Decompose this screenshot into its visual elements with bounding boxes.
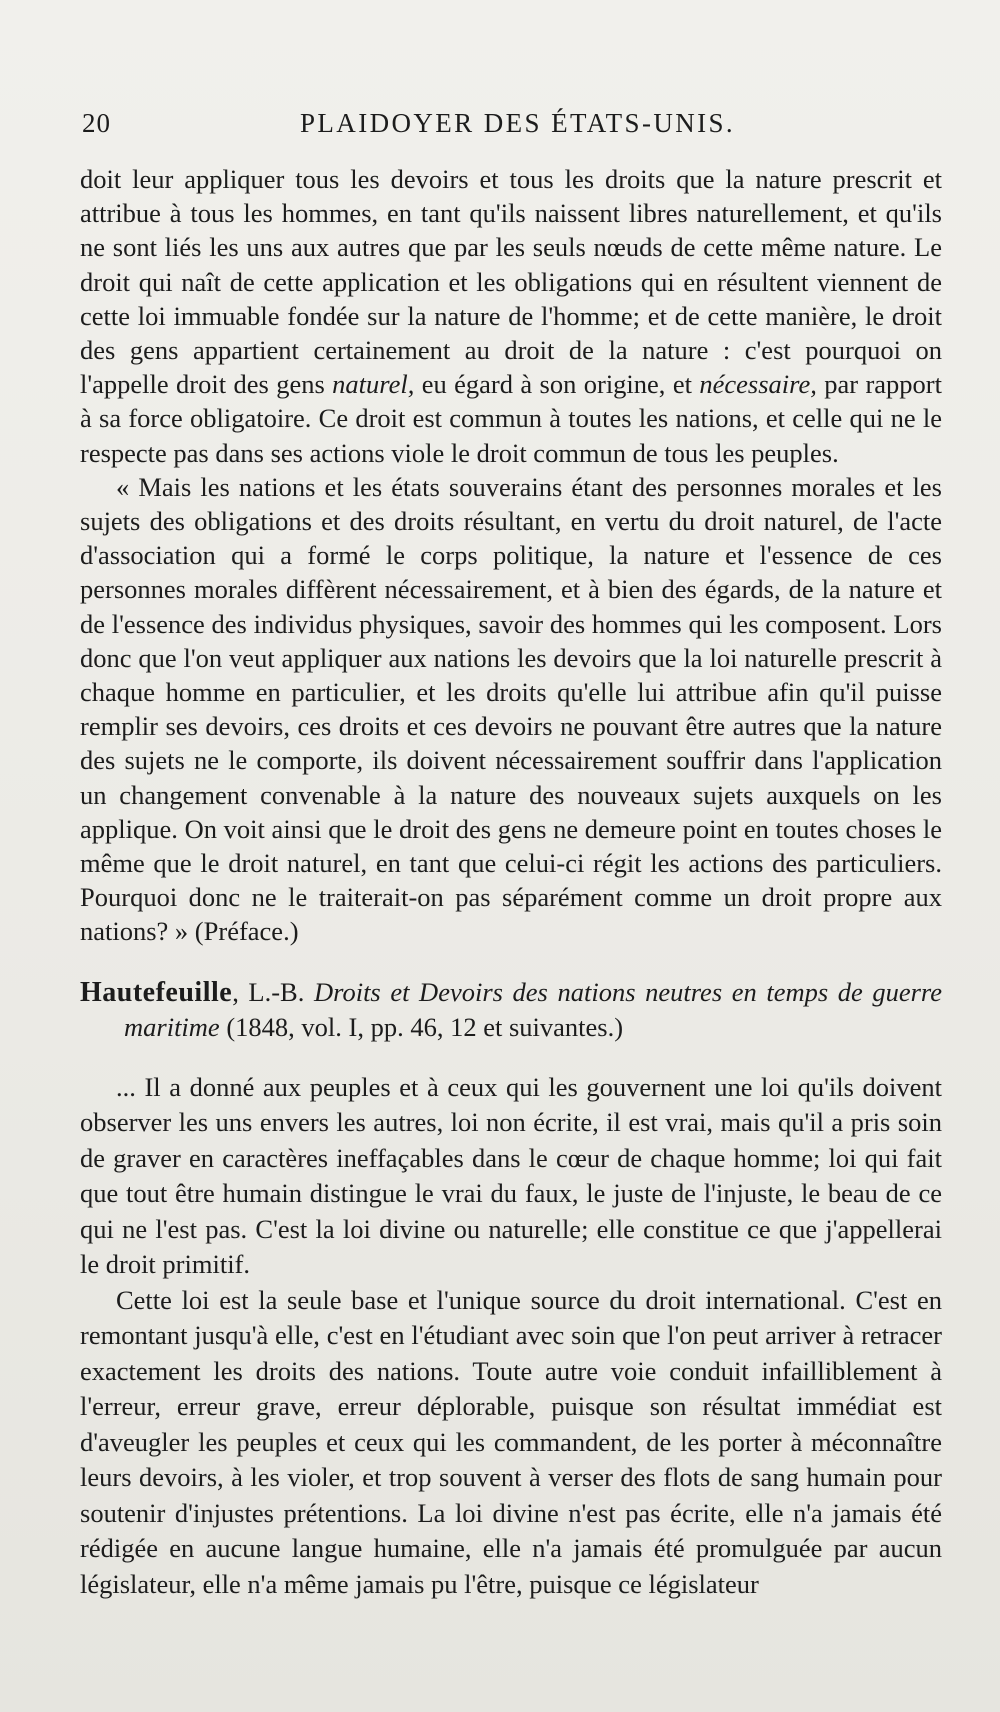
text-segment: doit leur appliquer tous les devoirs et tous les droits que la nature prescrit et attribue à tous les hommes, en tant qu'ils naissent libres naturellement, et qu'ils ne sont liés les uns aux autres que par les seuls nœuds de cette même nature. Le droit qui naît de cette application et les obligations qui en résultent viennent de cette loi immuable fondée sur la nature de l'homme; et de cette manière, le droit des gens appartient certainement au droit de la nature : c'est pourquoi on l'appelle droit des gens [80,164,942,400]
entry-initials: , L.-B. [232,976,305,1007]
entry-author: Hautefeuille [80,976,233,1008]
bibliographic-entry [80,975,942,1044]
italic-term: nécessaire, [699,369,817,400]
paragraph-preface-quote: « Mais les nations et les états souverains étant des personnes morales et les sujets des obligations et des droits résultant, en vertu du droit naturel, de l'acte d'association qui a formé le corps politique, la nature et l'essence de ces personnes morales diffèrent nécessairement, et à bien des égards, de la nature et de l'essence des individus physiques, savoir des hommes qui les composent. Lors donc que l'on veut appliquer aux nations les devoirs que la loi naturelle prescrit à chaque homme en particulier, et les droits qu'elle lui attribue afin qu'il puisse remplir ses devoirs, ces droits et ces devoirs ne pouvant être autres que la nature des sujets ne le comporte, ils doivent nécessairement souffrir dans l'application un changement convenable à la nature des nouveaux sujets auxquels on les applique. On voit ainsi que le droit des gens ne demeure point en toutes choses le même que le droit naturel, en tant que celui-ci régit les actions des particuliers. Pourquoi donc ne le traiterait-on pas séparément comme un droit propre aux nations? » (Préface.) [80,471,942,947]
text-segment: par rapport à sa force obligatoire. Ce droit est commun à toutes les nations, et celle qui ne le respecte pas dans ses actions viole le droit commun de tous les peuples. [80,369,942,468]
page-body [80,162,942,1602]
page-number: 20 [82,108,111,138]
paragraph-hautefeuille-2: Cette loi est la seule base et l'unique source du droit international. C'est en remontant jusqu'à elle, c'est en l'étudiant avec soin que l'on peut arriver à retracer exactement les droits des nations. Toute autre voie conduit infailliblement à l'erreur, erreur grave, erreur déplorable, puisque son résultat immédiat est d'aveugler les peuples et ceux qui les commandent, de les porter à méconnaître leurs devoirs, à les violer, et trop souvent à verser des flots de sang humain pour soutenir d'injustes prétentions. La loi divine n'est pas écrite, elle n'a jamais été rédigée en aucune langue humaine, elle n'a jamais été promulguée par aucun législateur, elle n'a même jamais pu l'être, puisque ce législateur [80,1284,942,1599]
paragraph-vattel-continued [80,162,942,470]
text-segment: eu égard à son origine, et [414,369,700,400]
entry-title: Droits et Devoirs des nations neutres en temps de guerre maritime [124,976,943,1042]
paragraph-hautefeuille-1: ... Il a donné aux peuples et à ceux qui les gouvernent une loi qu'ils doivent observer les uns envers les autres, loi non écrite, il est vrai, mais qu'il a pris soin de graver en caractères ineffaçables dans le cœur de chaque homme; loi qui fait que tout être humain distingue le vrai du faux, le juste de l'injuste, le beau de ce qui ne l'est pas. C'est la loi divine ou naturelle; elle constitue ce que j'appellerai le droit primitif. [80,1071,942,1280]
running-title: PLAIDOYER DES ÉTATS-UNIS. [300,108,736,138]
entry-citation: (1848, vol. I, pp. 46, 12 et suivantes.) [219,1011,624,1042]
page-header [82,108,940,148]
italic-term: naturel, [332,369,415,400]
